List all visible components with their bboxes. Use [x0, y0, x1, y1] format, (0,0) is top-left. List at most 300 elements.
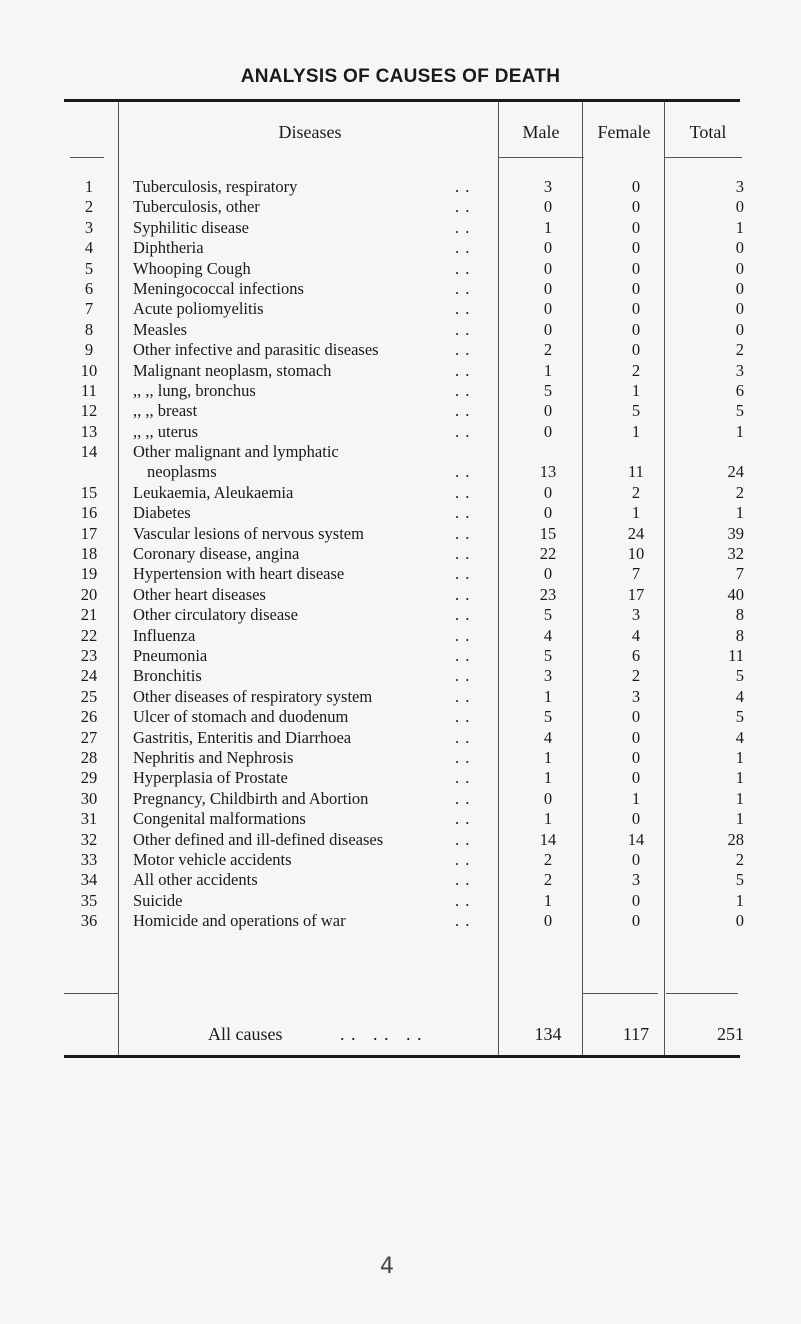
row-number: 27 [80, 727, 98, 747]
table-row [0, 830, 801, 850]
male-count: 1 [543, 768, 553, 788]
female-count: 1 [631, 380, 641, 400]
disease-name [133, 442, 438, 483]
disease-name-line: Meningococcal infections [133, 278, 304, 298]
disease-name-line: Suicide [133, 890, 183, 910]
disease-name-line: Acute poliomyelitis [133, 299, 264, 319]
table-row [0, 666, 801, 686]
row-number: 22 [80, 625, 98, 645]
row-number: 26 [80, 707, 98, 727]
table-row [0, 218, 801, 238]
disease-name [133, 666, 438, 686]
male-count: 13 [539, 462, 557, 482]
total-count: 4 [735, 727, 744, 747]
table-row [0, 279, 801, 299]
table-row [0, 177, 801, 197]
disease-name-line: All other accidents [133, 870, 258, 890]
total-count: 6 [735, 380, 744, 400]
total-count: 5 [735, 707, 744, 727]
row-number: 20 [80, 584, 98, 604]
disease-name-line: Other diseases of respiratory system [133, 686, 373, 706]
table-row [0, 789, 801, 809]
female-count: 6 [631, 646, 641, 665]
row-number: 5 [84, 258, 94, 278]
disease-name-line: Other malignant and lymphatic [133, 442, 339, 462]
row-number: 2 [84, 197, 94, 217]
disease-name-line: Ulcer of stomach and duodenum [133, 707, 349, 727]
row-number: 24 [80, 666, 98, 686]
female-count: 14 [627, 829, 645, 849]
disease-name [133, 911, 438, 931]
total-count: 28 [727, 829, 744, 849]
total-count: 4 [735, 686, 744, 706]
total-count: 0 [735, 319, 744, 339]
disease-name [133, 789, 438, 809]
leader-dots: . . [455, 870, 471, 890]
disease-name [133, 605, 438, 625]
female-count: 0 [631, 217, 641, 237]
disease-name [133, 646, 438, 666]
leader-dots: . . [455, 584, 471, 604]
disease-name-line: Whooping Cough [133, 258, 251, 278]
female-count: 2 [631, 482, 641, 502]
total-count: 1 [735, 747, 744, 767]
female-count: 0 [631, 340, 641, 360]
table-row [0, 401, 801, 421]
male-count: 0 [543, 503, 553, 523]
table-row [0, 299, 801, 319]
total-count: 0 [735, 278, 744, 298]
leader-dots: . . [455, 523, 471, 543]
disease-name [133, 218, 438, 238]
female-count: 10 [627, 544, 645, 564]
disease-name-line: Malignant neoplasm, stomach [133, 360, 332, 380]
disease-name-line: Hypertension with heart disease [133, 564, 345, 584]
male-count: 0 [543, 299, 553, 319]
disease-name-line: Other circulatory disease [133, 605, 298, 625]
all-causes-dots: . . . . . . [340, 1024, 423, 1044]
total-count: 40 [727, 584, 744, 604]
disease-name [133, 850, 438, 870]
disease-name [133, 687, 438, 707]
disease-name [133, 564, 438, 584]
header-total: Total [689, 122, 727, 142]
disease-name [133, 238, 438, 258]
male-count: 0 [543, 421, 553, 441]
leader-dots: . . [455, 503, 471, 523]
table-top-rule [64, 99, 740, 102]
disease-name [133, 259, 438, 279]
female-count: 0 [631, 707, 641, 727]
female-count: 0 [631, 747, 641, 767]
row-number: 31 [80, 809, 98, 829]
female-count: 4 [631, 625, 641, 645]
male-count: 1 [543, 360, 553, 380]
female-count: 0 [631, 299, 641, 319]
male-count: 0 [543, 788, 553, 808]
female-count: 0 [631, 911, 641, 931]
female-count: 0 [631, 197, 641, 217]
male-count: 2 [543, 849, 553, 869]
total-count: 39 [727, 523, 744, 543]
male-count: 3 [543, 177, 553, 196]
disease-name-line: Pneumonia [133, 646, 208, 665]
male-count: 2 [543, 340, 553, 360]
row-number: 34 [80, 870, 98, 890]
table-row [0, 891, 801, 911]
leader-dots: . . [455, 217, 471, 237]
leader-dots: . . [455, 646, 471, 665]
female-count: 24 [627, 523, 645, 543]
table-row [0, 442, 801, 483]
male-count: 1 [543, 686, 553, 706]
disease-name [133, 483, 438, 503]
disease-name-line: Hyperplasia of Prostate [133, 768, 288, 788]
disease-name-line: Diabetes [133, 503, 191, 523]
table-row [0, 197, 801, 217]
header-bottom-rule-total [664, 157, 742, 158]
leader-dots: . . [455, 238, 471, 258]
disease-name [133, 340, 438, 360]
disease-name [133, 768, 438, 788]
female-count: 3 [631, 686, 641, 706]
row-number: 9 [84, 340, 94, 360]
header-female: Female [597, 122, 651, 142]
table-row [0, 564, 801, 584]
female-count: 0 [631, 258, 641, 278]
male-count: 5 [543, 707, 553, 727]
leader-dots: . . [455, 360, 471, 380]
disease-name-line: ,, ,, breast [133, 401, 198, 421]
male-count: 14 [539, 829, 557, 849]
total-top-rule-total [666, 993, 738, 994]
disease-name [133, 381, 438, 401]
table-row [0, 585, 801, 605]
male-count: 22 [539, 544, 557, 564]
female-count: 1 [631, 503, 641, 523]
row-number: 28 [80, 747, 98, 767]
male-count: 0 [543, 278, 553, 298]
disease-name-line: Congenital malformations [133, 809, 306, 829]
row-number: 8 [84, 319, 94, 339]
total-top-rule [64, 993, 118, 994]
leader-dots: . . [455, 625, 471, 645]
leader-dots: . . [455, 278, 471, 298]
disease-name-line: Coronary disease, angina [133, 544, 300, 564]
female-count: 0 [631, 809, 641, 829]
table-row [0, 524, 801, 544]
total-count: 0 [735, 911, 744, 931]
total-count: 1 [735, 768, 744, 788]
total-count: 2 [735, 482, 744, 502]
disease-name [133, 891, 438, 911]
table-row [0, 361, 801, 381]
disease-name [133, 503, 438, 523]
female-count: 17 [627, 584, 645, 604]
row-number: 14 [80, 442, 98, 462]
row-number: 15 [80, 482, 98, 502]
male-count: 1 [543, 747, 553, 767]
female-count: 2 [631, 360, 641, 380]
row-number: 12 [80, 401, 98, 421]
table-row [0, 707, 801, 727]
male-count: 4 [543, 625, 553, 645]
male-count: 3 [543, 666, 553, 686]
leader-dots: . . [455, 727, 471, 747]
disease-name [133, 177, 438, 197]
total-count: 1 [735, 890, 744, 910]
disease-name [133, 544, 438, 564]
total-count: 24 [727, 462, 744, 482]
male-count: 0 [543, 564, 553, 584]
table-row [0, 544, 801, 564]
row-number: 18 [80, 544, 98, 564]
table-row [0, 748, 801, 768]
table-row [0, 422, 801, 442]
disease-name-line: Measles [133, 319, 188, 339]
table-row [0, 850, 801, 870]
row-number: 36 [80, 911, 98, 931]
disease-name [133, 870, 438, 890]
table-row [0, 809, 801, 829]
disease-name-line: Nephritis and Nephrosis [133, 747, 294, 767]
disease-name [133, 422, 438, 442]
leader-dots: . . [455, 849, 471, 869]
male-count: 4 [543, 727, 553, 747]
total-count: 3 [735, 360, 744, 380]
disease-name [133, 707, 438, 727]
total-count: 1 [735, 217, 744, 237]
leader-dots: . . [455, 421, 471, 441]
disease-name [133, 299, 438, 319]
leader-dots: . . [455, 544, 471, 564]
row-number: 33 [80, 849, 98, 869]
table-row [0, 728, 801, 748]
disease-name-line: Other infective and parasitic diseases [133, 340, 379, 360]
leader-dots: . . [455, 666, 471, 686]
table-row [0, 340, 801, 360]
leader-dots: . . [455, 788, 471, 808]
row-number: 29 [80, 768, 98, 788]
male-count: 1 [543, 890, 553, 910]
table-row [0, 483, 801, 503]
table-row [0, 646, 801, 666]
male-count: 23 [539, 584, 557, 604]
leader-dots: . . [455, 401, 471, 421]
table-row [0, 626, 801, 646]
total-count: 1 [735, 421, 744, 441]
row-number: 21 [80, 605, 98, 625]
total-count: 0 [735, 197, 744, 217]
female-count: 0 [631, 727, 641, 747]
total-count: 11 [728, 646, 744, 665]
male-count: 0 [543, 319, 553, 339]
disease-name [133, 524, 438, 544]
table-body [0, 177, 801, 931]
row-number: 7 [84, 299, 94, 319]
all-causes-label: All causes [208, 1024, 283, 1044]
header-diseases: Diseases [278, 122, 342, 142]
row-number: 4 [84, 238, 94, 258]
female-count: 1 [631, 421, 641, 441]
disease-name-line: neoplasms [147, 462, 217, 482]
leader-dots: . . [455, 319, 471, 339]
total-count: 2 [735, 849, 744, 869]
female-count: 3 [631, 605, 641, 625]
total-count: 5 [735, 666, 744, 686]
disease-name [133, 401, 438, 421]
disease-name-line: Other defined and ill-defined diseases [133, 829, 384, 849]
row-number: 11 [81, 380, 97, 400]
disease-name-line: Bronchitis [133, 666, 202, 686]
disease-name [133, 197, 438, 217]
total-count: 7 [735, 564, 744, 584]
disease-name [133, 728, 438, 748]
female-count: 0 [631, 849, 641, 869]
table-bottom-rule [64, 1055, 740, 1058]
leader-dots: . . [455, 809, 471, 829]
disease-name-line: Gastritis, Enteritis and Diarrhoea [133, 727, 352, 747]
disease-name-line: Leukaemia, Aleukaemia [133, 482, 294, 502]
row-number: 3 [84, 217, 94, 237]
female-count: 0 [631, 319, 641, 339]
table-row [0, 911, 801, 931]
disease-name [133, 585, 438, 605]
table-row [0, 870, 801, 890]
row-number: 23 [80, 646, 98, 665]
total-count: 0 [735, 258, 744, 278]
row-number: 32 [80, 829, 98, 849]
leader-dots: . . [455, 462, 471, 482]
leader-dots: . . [455, 299, 471, 319]
leader-dots: . . [455, 890, 471, 910]
leader-dots: . . [455, 340, 471, 360]
disease-name-line: Influenza [133, 625, 196, 645]
table-row [0, 687, 801, 707]
total-count: 3 [735, 177, 744, 196]
female-count: 0 [631, 278, 641, 298]
all-causes-total: 251 [717, 1024, 744, 1044]
total-top-rule-female [582, 993, 658, 994]
male-count: 0 [543, 482, 553, 502]
male-count: 0 [543, 911, 553, 931]
disease-name-line: Homicide and operations of war [133, 911, 346, 931]
row-number: 25 [80, 686, 98, 706]
disease-name [133, 830, 438, 850]
leader-dots: . . [455, 177, 471, 196]
male-count: 5 [543, 646, 553, 665]
page-number: 4 [380, 1254, 394, 1279]
total-count: 8 [735, 605, 744, 625]
total-count: 8 [735, 625, 744, 645]
row-number: 17 [80, 523, 98, 543]
row-number: 10 [80, 360, 98, 380]
leader-dots: . . [455, 707, 471, 727]
total-count: 0 [735, 299, 744, 319]
table-row [0, 320, 801, 340]
table-row [0, 381, 801, 401]
female-count: 7 [631, 564, 641, 584]
male-count: 0 [543, 401, 553, 421]
total-count: 2 [735, 340, 744, 360]
female-count: 1 [631, 788, 641, 808]
disease-name [133, 809, 438, 829]
table-row [0, 503, 801, 523]
female-count: 0 [631, 890, 641, 910]
disease-name [133, 320, 438, 340]
all-causes-male: 134 [534, 1024, 562, 1044]
leader-dots: . . [455, 911, 471, 931]
disease-name-line: Diphtheria [133, 238, 204, 258]
female-count: 2 [631, 666, 641, 686]
disease-name [133, 748, 438, 768]
total-count: 5 [735, 870, 744, 890]
total-count: 32 [727, 544, 744, 564]
row-number: 35 [80, 890, 98, 910]
header-bottom-rule [70, 157, 104, 158]
disease-name-line: ,, ,, lung, bronchus [133, 380, 256, 400]
table-row [0, 259, 801, 279]
leader-dots: . . [455, 686, 471, 706]
total-count: 1 [735, 503, 744, 523]
total-count: 1 [735, 809, 744, 829]
female-count: 0 [631, 177, 641, 196]
leader-dots: . . [455, 747, 471, 767]
leader-dots: . . [455, 197, 471, 217]
male-count: 0 [543, 197, 553, 217]
leader-dots: . . [455, 605, 471, 625]
male-count: 1 [543, 809, 553, 829]
leader-dots: . . [455, 482, 471, 502]
row-number: 16 [80, 503, 98, 523]
male-count: 0 [543, 238, 553, 258]
disease-name-line: Motor vehicle accidents [133, 849, 292, 869]
header-male: Male [522, 122, 560, 142]
leader-dots: . . [455, 258, 471, 278]
row-number: 1 [84, 177, 94, 196]
row-number: 19 [80, 564, 98, 584]
table-row [0, 605, 801, 625]
leader-dots: . . [455, 380, 471, 400]
row-number: 30 [80, 788, 98, 808]
disease-name-line: Tuberculosis, other [133, 197, 260, 217]
disease-name-line: Syphilitic disease [133, 217, 249, 237]
disease-name [133, 626, 438, 646]
male-count: 2 [543, 870, 553, 890]
disease-name [133, 361, 438, 381]
all-causes-female: 117 [622, 1024, 650, 1044]
female-count: 5 [631, 401, 641, 421]
total-count: 1 [735, 788, 744, 808]
total-count: 0 [735, 238, 744, 258]
leader-dots: . . [455, 829, 471, 849]
female-count: 0 [631, 238, 641, 258]
female-count: 11 [628, 462, 644, 482]
row-number: 6 [84, 278, 94, 298]
disease-name-line: ,, ,, uterus [133, 421, 199, 441]
male-count: 15 [539, 523, 557, 543]
male-count: 5 [543, 605, 553, 625]
female-count: 0 [631, 768, 641, 788]
leader-dots: . . [455, 564, 471, 584]
disease-name-line: Pregnancy, Childbirth and Abortion [133, 788, 369, 808]
disease-name-line: Other heart diseases [133, 584, 266, 604]
female-count: 3 [631, 870, 641, 890]
page-title: ANALYSIS OF CAUSES OF DEATH [240, 66, 561, 87]
disease-name [133, 279, 438, 299]
header-bottom-rule-male [498, 157, 584, 158]
male-count: 1 [543, 217, 553, 237]
